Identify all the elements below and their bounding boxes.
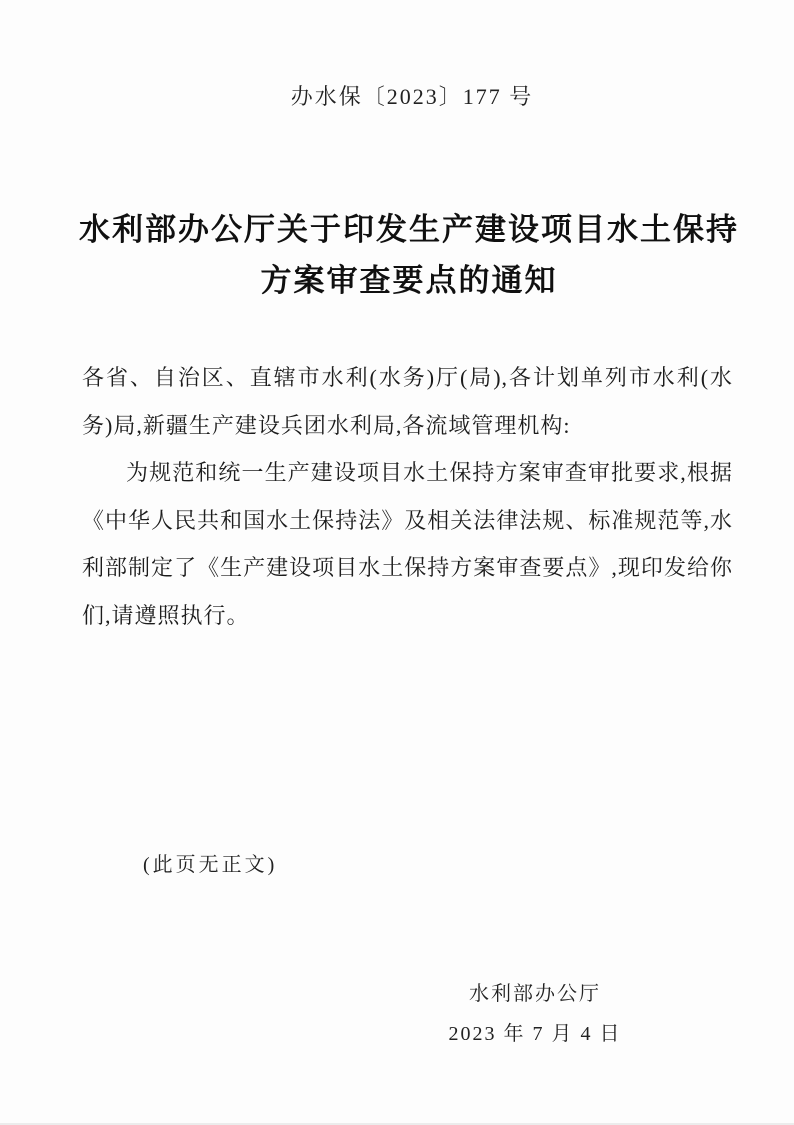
paragraph-main: 为规范和统一生产建设项目水土保持方案审查审批要求,根据《中华人民共和国水土保持法》及相关法律法规、标准规范等,水利部制定了《生产建设项目水土保持方案审查要点》,现印发给你们,请遵照执行。 [82,460,733,628]
document-title [12,204,794,306]
no-body-text-note: (此页无正文) [143,854,278,876]
document-body [82,354,733,639]
document-title-line1: 水利部办公厅关于印发生产建设项目水土保持 [79,212,739,247]
signature-issuer: 水利部办公厅 [469,983,601,1005]
document-number: 办水保〔2023〕177 号 [290,84,534,109]
document-title-line2: 方案审查要点的通知 [260,263,558,298]
signature-block [425,983,645,1045]
paragraph-addressees: 各省、自治区、直辖市水利(水务)厅(局),各计划单列市水利(水务)局,新疆生产建设兵团水利局,各流域管理机构: [82,365,733,438]
signature-date: 2023 年 7 月 4 日 [448,1023,622,1045]
